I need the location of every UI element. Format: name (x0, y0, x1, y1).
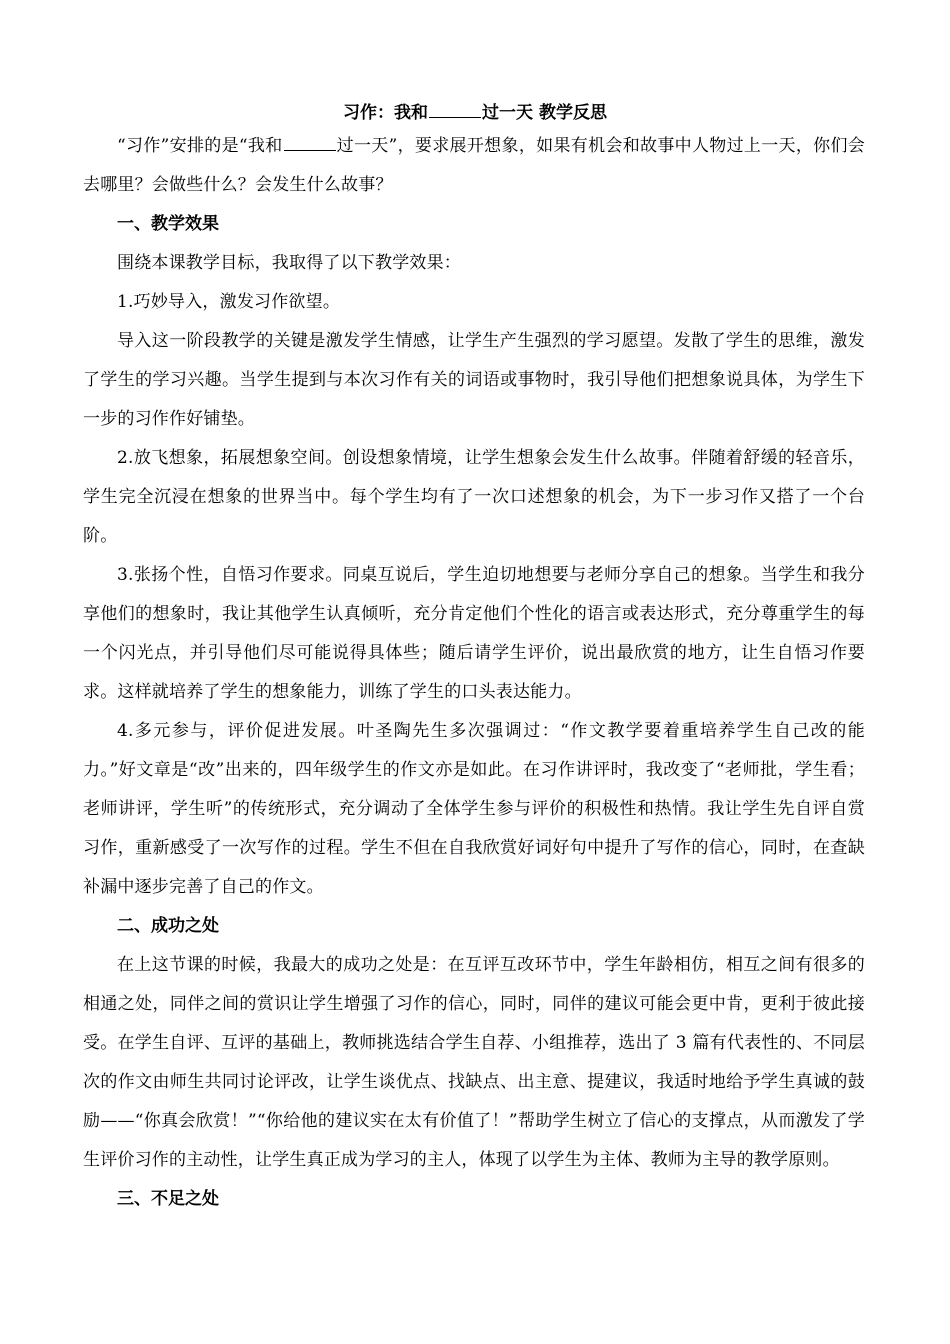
intro-text-before: “习作”安排的是“我和 (117, 136, 283, 156)
section1-heading: 一、教学效果 (117, 214, 219, 234)
document-body (83, 127, 865, 1219)
intro-paragraph (83, 127, 865, 205)
title-text-after: 过一天 教学反思 (482, 103, 607, 123)
intro-blank-line (284, 134, 336, 151)
item1-paragraph: 导入这一阶段教学的关键是激发学生情感，让学生产生强烈的学习愿望。发散了学生的思维，激发了学生的学习兴趣。当学生提到与本次习作有关的词语或事物时，我引导他们把想象说具体，为学生下一步的习作作好铺垫。 (83, 331, 865, 429)
section3-heading: 三、不足之处 (117, 1189, 219, 1209)
item2-paragraph: 2.放飞想象，拓展想象空间。创设想象情境，让学生想象会发生什么故事。伴随着舒缓的轻音乐，学生完全沉浸在想象的世界当中。每个学生均有了一次口述想象的机会，为下一步习作又搭了一个台阶。 (83, 448, 865, 546)
document-title (0, 100, 950, 126)
section2-paragraph: 在上这节课的时候，我最大的成功之处是：在互评互改环节中，学生年龄相仿，相互之间有很多的相通之处，同伴之间的赏识让学生增强了习作的信心，同时，同伴的建议可能会更中肯，更利于彼此接受。在学生自评、互评的基础上，教师挑选结合学生自荐、小组推荐，选出了 3 篇有代表性的、不同层次的作文由师生共同讨论评改，让学生谈优点、找缺点、出主意、提建议，我适时地给予学生真诚的鼓励——“你真会欣赏！”“你给他的建议实在太有价值了！”帮助学生树立了信心的支撑点，从而激发了学生评价习作的主动性，让学生真正成为学习的主人，体现了以学生为主体、教师为主导的教学原则。 (83, 955, 865, 1170)
intro-text-after: 过一天”，要求展开想象，如果有机会和故事中人物过上一天，你们会去哪里？会做些什么？会发生什么故事？ (83, 136, 866, 195)
section1-lead: 围绕本课教学目标，我取得了以下教学效果： (117, 253, 461, 273)
item1-title: 1.巧妙导入，激发习作欲望。 (117, 292, 341, 312)
item3-paragraph: 3.张扬个性，自悟习作要求。同桌互说后，学生迫切地想要与老师分享自己的想象。当学生和我分享他们的想象时，我让其他学生认真倾听，充分肯定他们个性化的语言或表达形式，充分尊重学生的每一个闪光点，并引导他们尽可能说得具体些；随后请学生评价，说出最欣赏的地方，让生自悟习作要求。这样就培养了学生的想象能力，训练了学生的口头表达能力。 (83, 565, 865, 702)
title-text-before: 习作：我和 (343, 103, 429, 123)
section2-heading: 二、成功之处 (117, 916, 219, 936)
item4-paragraph: 4.多元参与，评价促进发展。叶圣陶先生多次强调过：“作文教学要着重培养学生自己改的能力。”好文章是“改”出来的，四年级学生的作文亦是如此。在习作讲评时，我改变了“老师批，学生看；老师讲评，学生听”的传统形式，充分调动了全体学生参与评价的积极性和热情。我让学生先自评自赏习作，重新感受了一次写作的过程。学生不但在自我欣赏好词好句中提升了写作的信心，同时，在查缺补漏中逐步完善了自己的作文。 (83, 721, 865, 897)
title-blank-line (429, 101, 481, 118)
